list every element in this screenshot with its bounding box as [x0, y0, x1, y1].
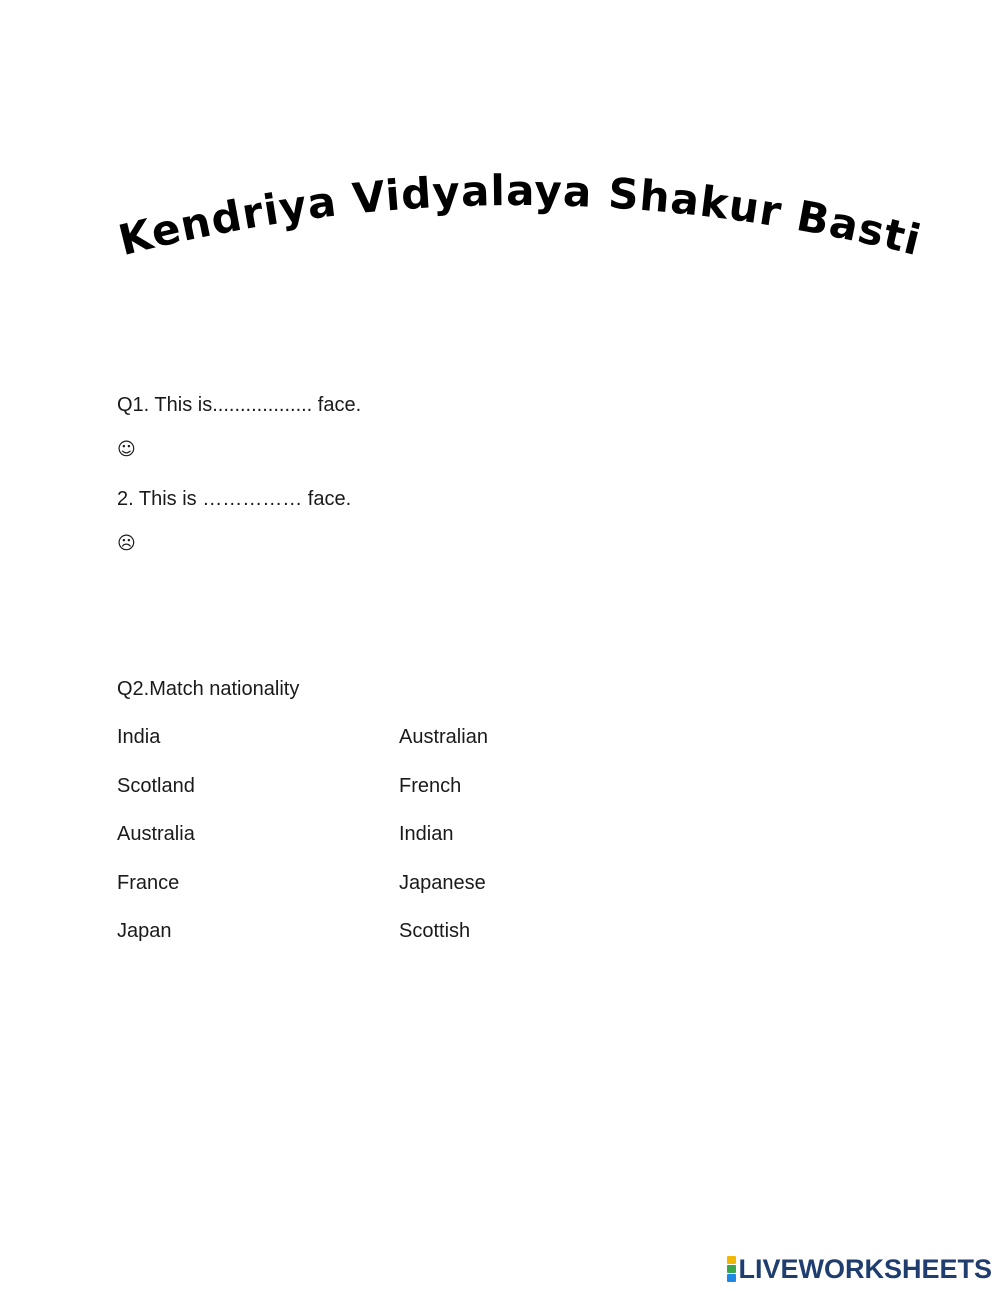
q1-sentence-2: 2. This is …………… face. [117, 488, 352, 510]
logo-block-green [727, 1265, 736, 1273]
smiley-face-icon: ☺ [117, 439, 136, 460]
match-row [117, 822, 617, 848]
logo-mark-icon [727, 1256, 736, 1282]
q1-sentence-1: Q1. This is.................. face. [117, 394, 362, 416]
match-row [117, 871, 617, 897]
nationality-item: Australian [399, 726, 488, 748]
match-row [117, 774, 617, 800]
sad-face-icon: ☹ [117, 533, 136, 554]
title-textpath: Kendriya Vidyalaya Shakur Basti [113, 165, 927, 266]
nationality-item: French [399, 775, 462, 797]
title-text [114, 166, 926, 265]
liveworksheets-logo [727, 1255, 992, 1283]
country-item: Australia [117, 823, 195, 845]
logo-block-yellow [727, 1256, 736, 1264]
logo-block-blue [727, 1274, 736, 1282]
country-item: Japan [117, 920, 172, 942]
nationality-item: Scottish [399, 920, 471, 942]
country-item: France [117, 872, 180, 894]
document-title [100, 150, 930, 290]
match-row [117, 725, 617, 751]
match-row [117, 919, 617, 945]
q2-heading: Q2.Match nationality [117, 678, 300, 700]
logo-text: LIVEWORKSHEETS [738, 1253, 992, 1284]
country-item: Scotland [117, 775, 195, 797]
nationality-item: Japanese [399, 872, 486, 894]
arched-title-svg [100, 150, 930, 290]
nationality-item: Indian [399, 823, 454, 845]
country-item: India [117, 726, 161, 748]
